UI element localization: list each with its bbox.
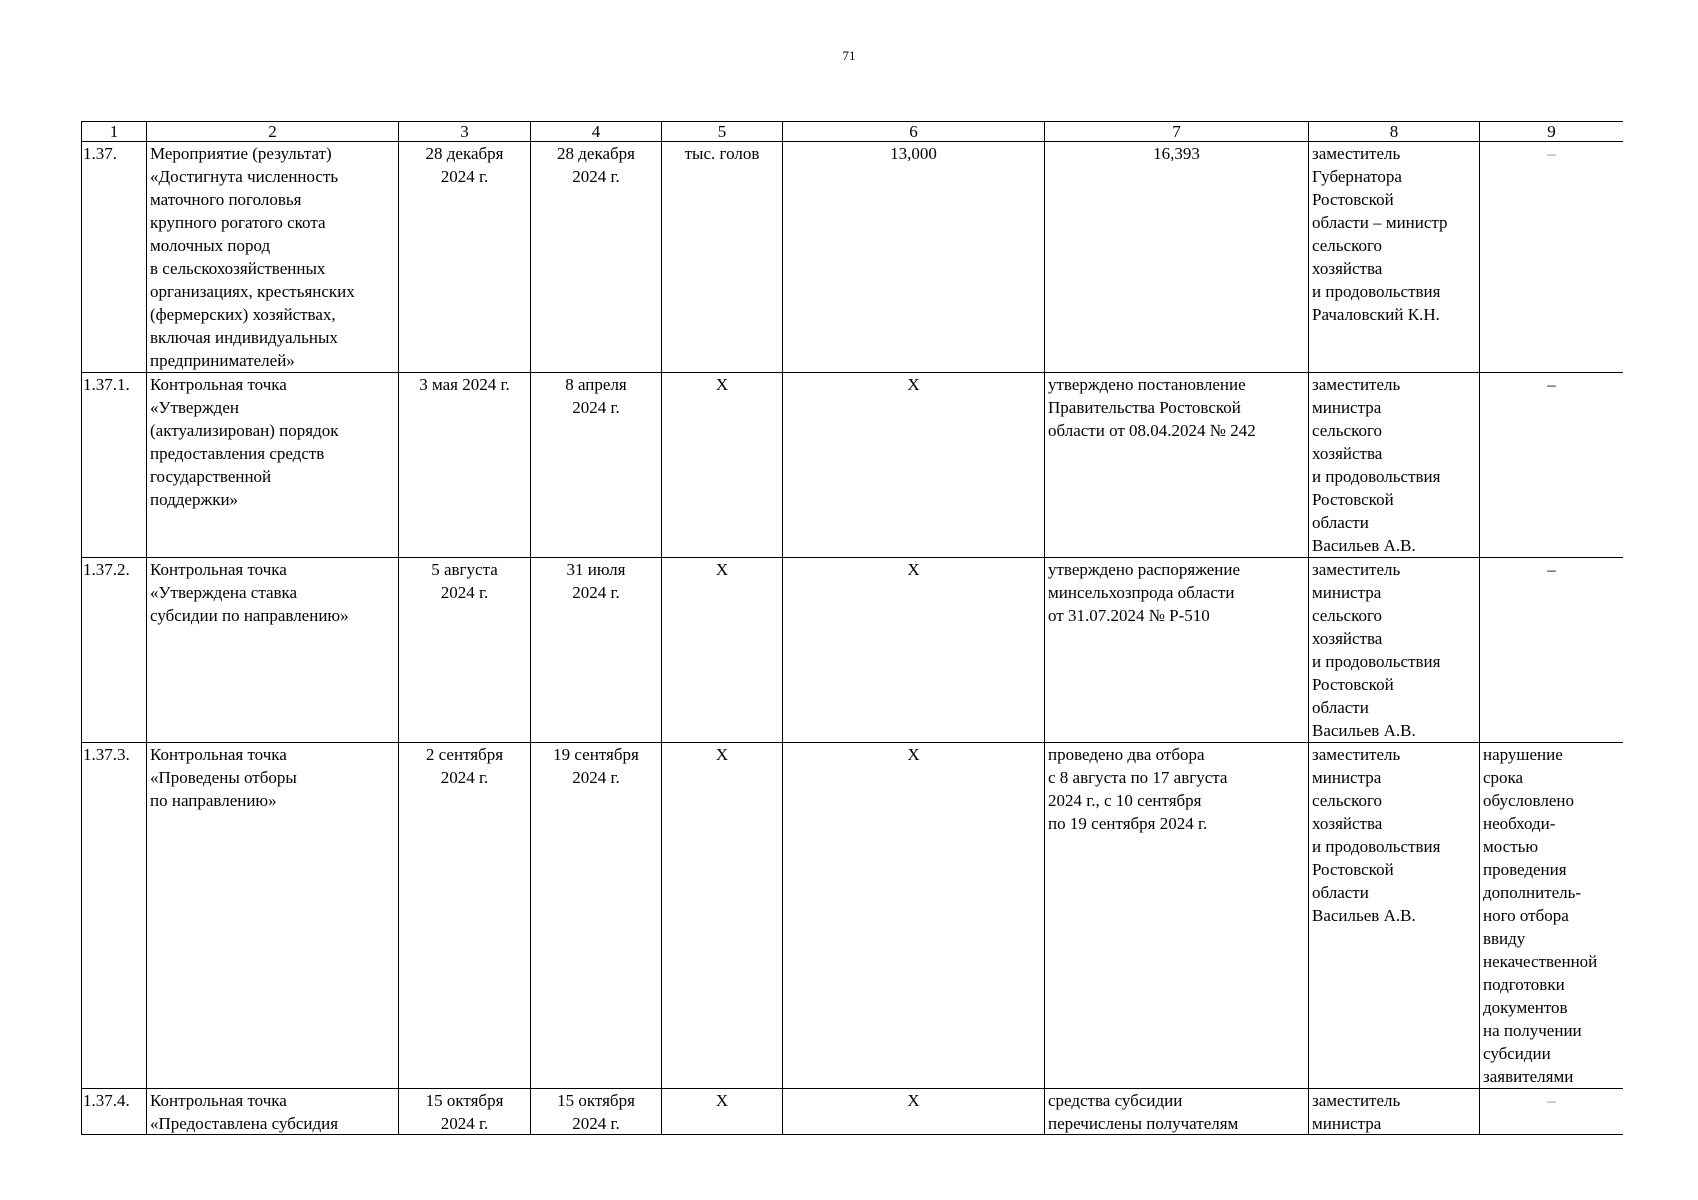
table-row: [82, 142, 1624, 373]
row-plan-date: 28 декабря 2024 г.: [399, 142, 531, 373]
report-table: [81, 121, 1623, 1135]
header-cell: 5: [662, 122, 783, 142]
row-unit: Х: [662, 373, 783, 558]
row-fact-date: 28 декабря 2024 г.: [531, 142, 662, 373]
row-fact-value: проведено два отбора с 8 августа по 17 августа 2024 г., с 10 сентября по 19 сентября 2024 г.: [1045, 743, 1309, 1089]
row-responsible: заместитель Губернатора Ростовской области – министр сельского хозяйства и продовольствия Рачаловский К.Н.: [1309, 142, 1480, 373]
row-responsible: заместитель министра сельского хозяйства и продовольствия Ростовской области Васильев А.В.: [1309, 743, 1480, 1089]
row-fact-date: 19 сентября 2024 г.: [531, 743, 662, 1089]
row-number: 1.37.1.: [82, 373, 147, 558]
header-cell: 4: [531, 122, 662, 142]
row-fact-value: утверждено постановление Правительства Ростовской области от 08.04.2024 № 242: [1045, 373, 1309, 558]
row-plan-value: Х: [783, 1089, 1045, 1136]
page-number: 71: [842, 48, 856, 63]
row-fact-date: 15 октября 2024 г.: [531, 1089, 662, 1136]
row-unit: Х: [662, 558, 783, 743]
header-cell: 1: [82, 122, 147, 142]
header-cell: 9: [1480, 122, 1624, 142]
row-responsible: заместитель министра: [1309, 1089, 1480, 1136]
row-name: Контрольная точка «Предоставлена субсидия: [147, 1089, 399, 1136]
header-cell: 7: [1045, 122, 1309, 142]
row-plan-date: 15 октября 2024 г.: [399, 1089, 531, 1136]
table-row: [82, 373, 1624, 558]
row-plan-value: 13,000: [783, 142, 1045, 373]
row-number: 1.37.2.: [82, 558, 147, 743]
row-plan-value: Х: [783, 558, 1045, 743]
row-unit: тыс. голов: [662, 142, 783, 373]
row-note: –: [1480, 558, 1624, 743]
row-fact-value: утверждено распоряжение минсельхозпрода области от 31.07.2024 № Р-510: [1045, 558, 1309, 743]
row-number: 1.37.4.: [82, 1089, 147, 1136]
table-row: [82, 558, 1624, 743]
row-fact-value: 16,393: [1045, 142, 1309, 373]
header-cell: 2: [147, 122, 399, 142]
row-note: –: [1480, 142, 1624, 373]
row-name: Контрольная точка «Утвержден (актуализирован) порядок предоставления средств государственной поддержки»: [147, 373, 399, 558]
row-number: 1.37.3.: [82, 743, 147, 1089]
row-note: нарушение срока обусловлено необходи- мостью проведения дополнитель- ного отбора ввиду некачественной подготовки документов на получении субсидии заявителями: [1480, 743, 1624, 1089]
row-note: –: [1480, 373, 1624, 558]
row-responsible: заместитель министра сельского хозяйства и продовольствия Ростовской области Васильев А.В.: [1309, 558, 1480, 743]
row-number: 1.37.: [82, 142, 147, 373]
report-table-container: [81, 121, 1623, 1135]
row-fact-value: средства субсидии перечислены получателям: [1045, 1089, 1309, 1136]
header-cell: 3: [399, 122, 531, 142]
row-unit: Х: [662, 1089, 783, 1136]
row-responsible: заместитель министра сельского хозяйства и продовольствия Ростовской области Васильев А.В.: [1309, 373, 1480, 558]
row-unit: Х: [662, 743, 783, 1089]
table-row: [82, 1089, 1624, 1136]
row-name: Контрольная точка «Проведены отборы по направлению»: [147, 743, 399, 1089]
row-plan-date: 2 сентября 2024 г.: [399, 743, 531, 1089]
row-plan-value: Х: [783, 743, 1045, 1089]
row-plan-date: 5 августа 2024 г.: [399, 558, 531, 743]
row-plan-date: 3 мая 2024 г.: [399, 373, 531, 558]
row-name: Мероприятие (результат) «Достигнута численность маточного поголовья крупного рогатого скота молочных пород в сельскохозяйственных организациях, крестьянских (фермерских) хозяйствах, включая индивидуальных предпринимателей»: [147, 142, 399, 373]
table-row: [82, 743, 1624, 1089]
row-note: –: [1480, 1089, 1624, 1136]
header-cell: 6: [783, 122, 1045, 142]
row-fact-date: 8 апреля 2024 г.: [531, 373, 662, 558]
row-plan-value: Х: [783, 373, 1045, 558]
row-fact-date: 31 июля 2024 г.: [531, 558, 662, 743]
table-header-row: [82, 122, 1624, 142]
row-name: Контрольная точка «Утверждена ставка субсидии по направлению»: [147, 558, 399, 743]
header-cell: 8: [1309, 122, 1480, 142]
